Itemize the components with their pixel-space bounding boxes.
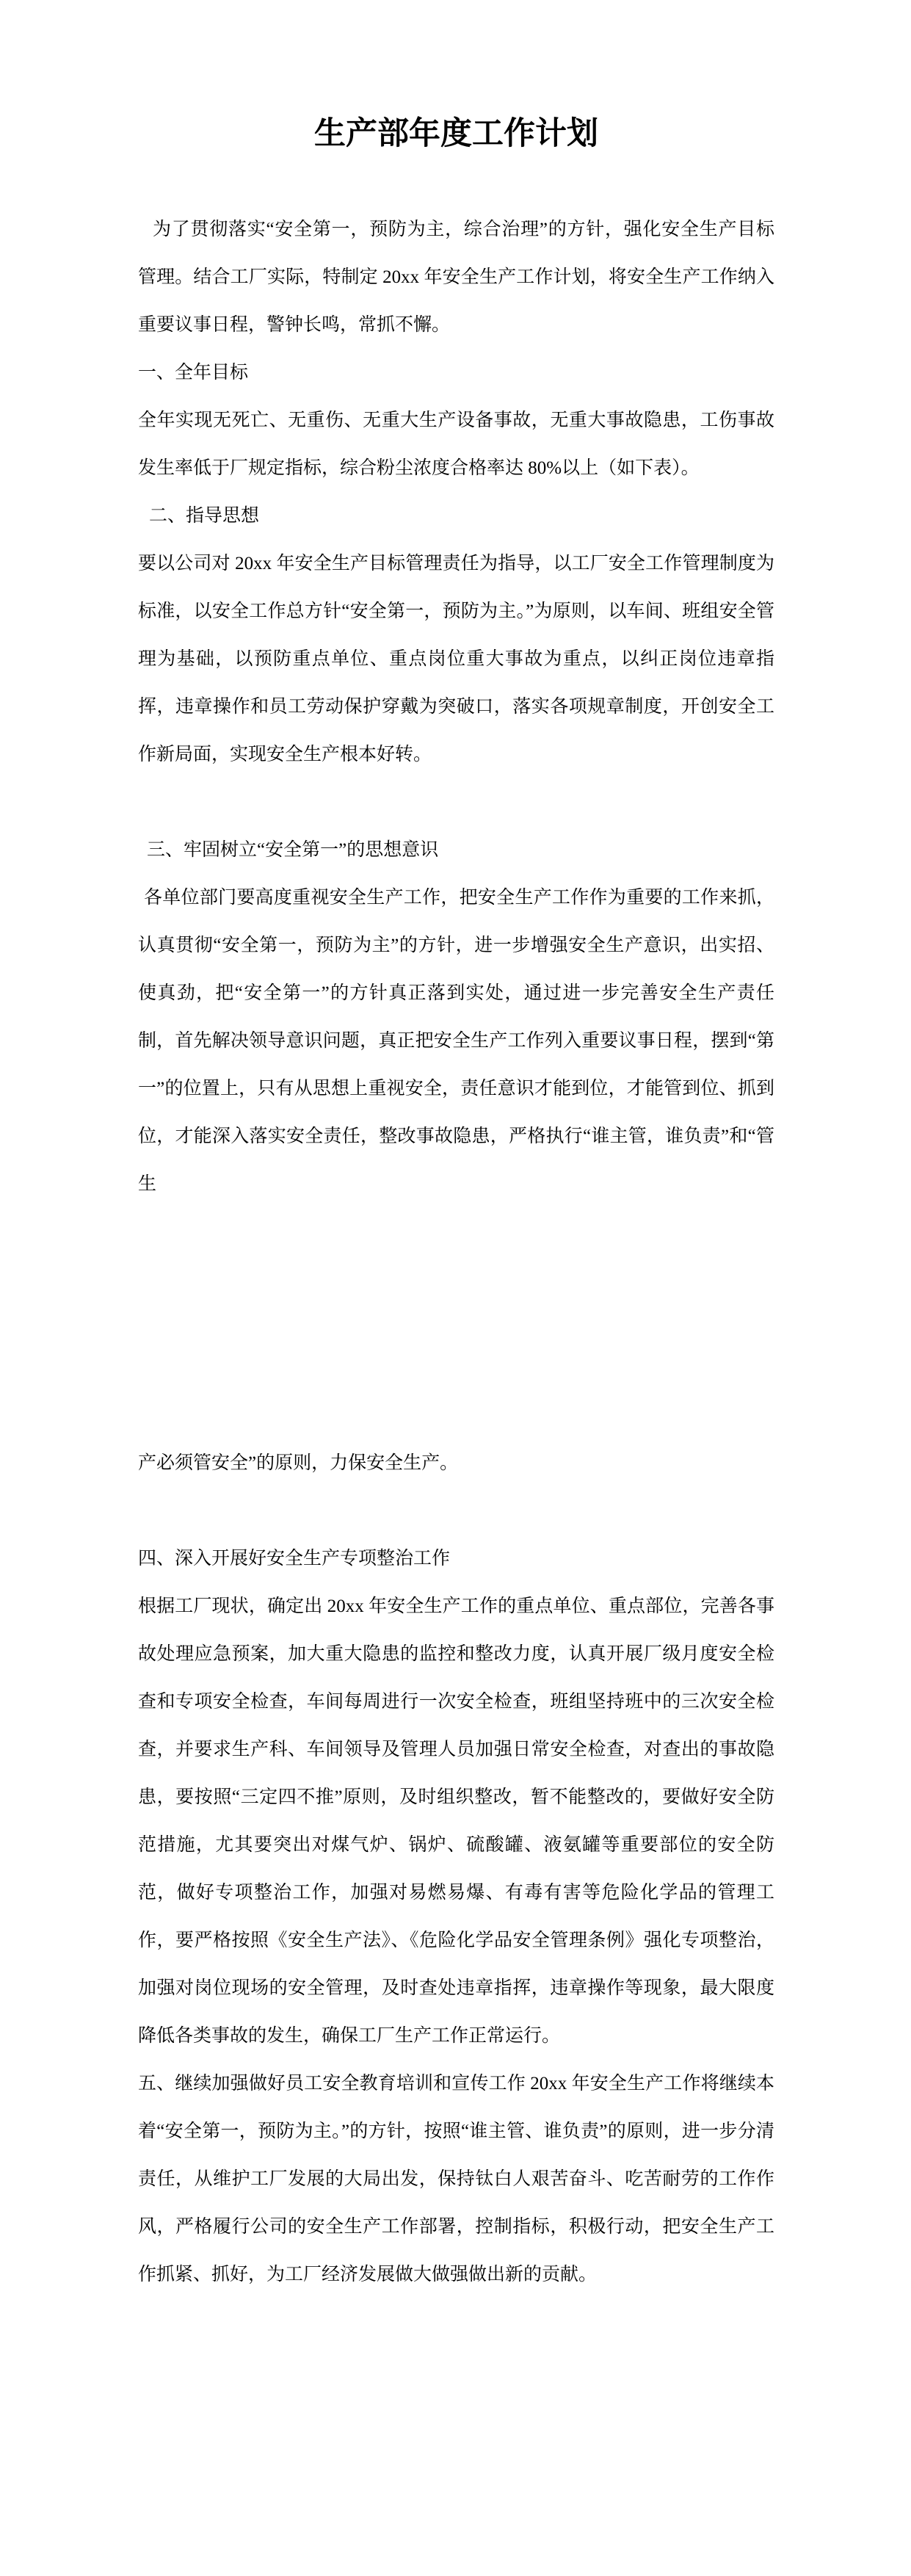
paragraph-education-training: 五、继续加强做好员工安全教育培训和宣传工作 20xx 年安全生产工作将继续本着“安全第一，预防为主。”的方针，按照“谁主管、谁负责”的原则，进一步分清责任，从维护工厂发展的大局出发，保持钛白人艰苦奋斗、吃苦耐劳的工作作风，严格履行公司的安全生产工作部署，控制指标，积极行动，把安全生产工作抓紧、抓好，为工厂经济发展做大做强做出新的贡献。 <box>138 2074 774 2284</box>
section-heading-safety-first-awareness: 三、牢固树立“安全第一”的思想意识 <box>147 840 439 860</box>
paragraph-special-rectification: 根据工厂现状，确定出 20xx 年安全生产工作的重点单位、重点部位，完善各事故处理应急预案，加大重大隐患的监控和整改力度，认真开展厂级月度安全检查和专项安全检查，车间每周进行一次安全检查，班组坚持班中的三次安全检查，并要求生产科、车间领导及管理人员加强日常安全检查，对查出的事故隐患，要按照“三定四不推”原则，及时组织整改，暂不能整改的，要做好安全防范措施，尤其要突出对煤气炉、锅炉、硫酸罐、液氨罐等重要部位的安全防范，做好专项整治工作，加强对易燃易爆、有毒有害等危险化学品的管理工作，要严格按照《安全生产法》、《危险化学品安全管理条例》强化专项整治，加强对岗位现场的安全管理，及时查处违章指挥，违章操作等现象，最大限度降低各类事故的发生，确保工厂生产工作正常运行。 <box>138 1596 774 2046</box>
paragraph-guiding-ideology: 要以公司对 20xx 年安全生产目标管理责任为指导，以工厂安全工作管理制度为标准，以安全工作总方针“安全第一，预防为主。”为原则，以车间、班组安全管理为基础，以预防重点单位、重点岗位重大事故为重点，以纠正岗位违章指挥，违章操作和员工劳动保护穿戴为突破口，落实各项规章制度，开创安全工作新局面，实现安全生产根本好转。 <box>138 554 774 764</box>
document-title: 生产部年度工作计划 <box>314 117 598 151</box>
paragraph-intro: 为了贯彻落实“安全第一，预防为主，综合治理”的方针，强化安全生产目标管理。结合工厂实际，特制定 20xx 年安全生产工作计划，将安全生产工作纳入重要议事日程，警钟长鸣，常抓不懈。 <box>138 220 774 335</box>
section-heading-special-rectification: 四、深入开展好安全生产专项整治工作 <box>138 1549 451 1569</box>
paragraph-safety-first-awareness-part1: 各单位部门要高度重视安全生产工作，把安全生产工作作为重要的工作来抓，认真贯彻“安全第一，预防为主”的方针，进一步增强安全生产意识，出实招、使真劲，把“安全第一”的方针真正落到实处，通过进一步完善安全生产责任制，首先解决领导意识问题，真正把安全生产工作列入重要议事日程，摆到“第一”的位置上，只有从思想上重视安全，责任意识才能到位，才能管到位、抓到位，才能深入落实安全责任，整改事故隐患，严格执行“谁主管，谁负责”和“管生 <box>138 888 774 1194</box>
paragraph-annual-goals: 全年实现无死亡、无重伤、无重大生产设备事故，无重大事故隐患，工伤事故发生率低于厂规定指标，综合粉尘浓度合格率达 80%以上（如下表）。 <box>138 410 774 478</box>
section-heading-guiding-ideology: 二、指导思想 <box>149 506 260 526</box>
blank-line <box>138 1487 774 1535</box>
blank-line <box>138 778 774 826</box>
section-heading-annual-goals: 一、全年目标 <box>138 363 249 383</box>
page-break-gap <box>138 1208 774 1439</box>
paragraph-safety-first-awareness-part2: 产必须管安全”的原则，力保安全生产。 <box>138 1453 459 1473</box>
